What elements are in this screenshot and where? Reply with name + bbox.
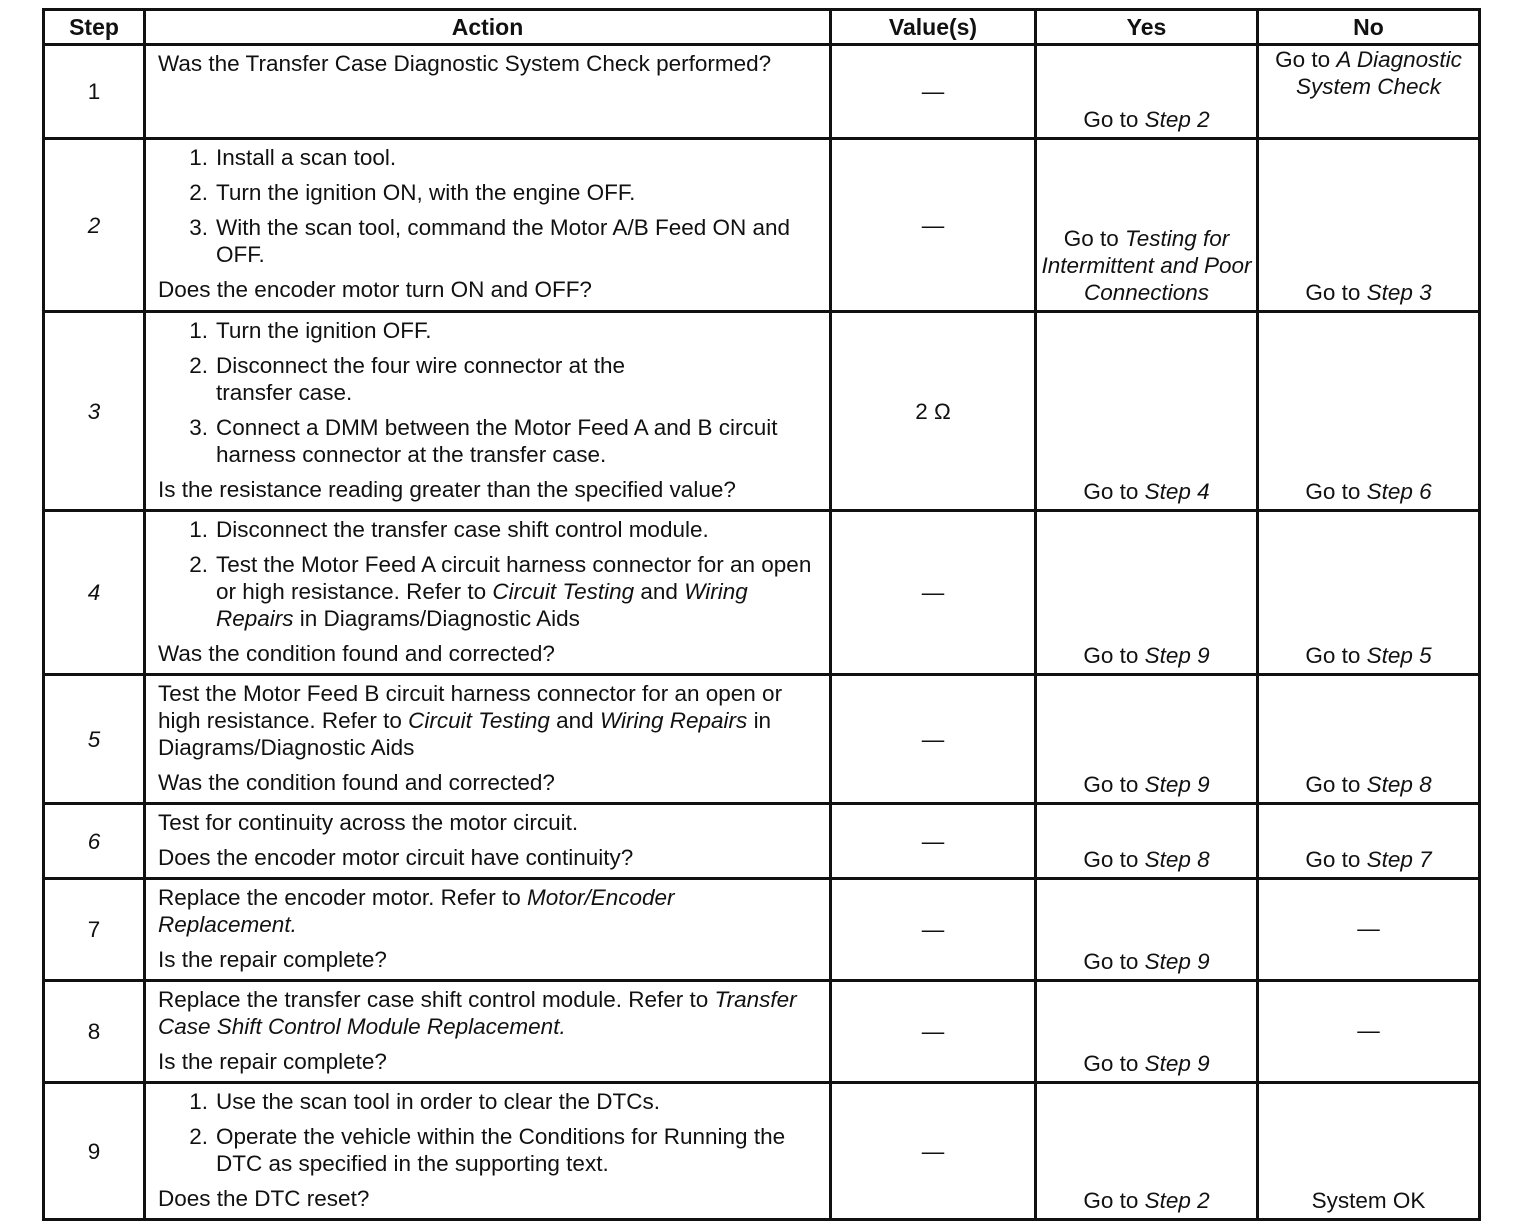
value-cell: —: [831, 1083, 1036, 1220]
value-cell: —: [831, 675, 1036, 804]
action-question: Does the DTC reset?: [158, 1186, 370, 1211]
yes-prefix: Go to: [1083, 107, 1139, 132]
step-number: 4: [44, 511, 145, 675]
yes-prefix: Go to: [1063, 226, 1119, 251]
no-prefix: Go to: [1305, 847, 1361, 872]
header-step: Step: [44, 10, 145, 45]
yes-cell: [1036, 511, 1258, 675]
no-prefix: Go to: [1305, 280, 1361, 305]
table-row: [44, 981, 1480, 1083]
no-cell: [1258, 675, 1480, 804]
no-cell: [1258, 139, 1480, 312]
action-cell: [145, 981, 831, 1083]
step-number: 2: [44, 139, 145, 312]
yes-ref: Step 9: [1144, 643, 1210, 668]
yes-ref: Step 8: [1144, 847, 1210, 872]
yes-prefix: Go to: [1083, 1051, 1139, 1076]
reference-link: Circuit Testing: [408, 708, 550, 733]
table-row: [44, 45, 1480, 139]
yes-prefix: Go to: [1083, 949, 1139, 974]
action-cell: [145, 139, 831, 312]
action-item: 1. Turn the ignition OFF.: [189, 318, 432, 343]
yes-cell: [1036, 879, 1258, 981]
step-number: 1: [44, 45, 145, 139]
step-number: 3: [44, 312, 145, 511]
action-text: Replace the transfer case shift control module. Refer to Transfer Case Shift Control Module Replacement.: [158, 987, 797, 1039]
action-item: 3. Connect a DMM between the Motor Feed A and B circuit harness connector at the transfer case.: [189, 415, 778, 467]
value-cell: —: [831, 139, 1036, 312]
no-cell: [1258, 804, 1480, 879]
action-cell: [145, 804, 831, 879]
action-cell: [145, 312, 831, 511]
yes-prefix: Go to: [1083, 847, 1139, 872]
action-item: 3. With the scan tool, command the Motor A/B Feed ON and OFF.: [189, 215, 791, 267]
no-prefix: Go to: [1305, 643, 1361, 668]
table-row: [44, 312, 1480, 511]
no-cell: [1258, 45, 1480, 139]
diagnostic-table: [42, 8, 1481, 1221]
yes-cell: [1036, 45, 1258, 139]
action-cell: [145, 675, 831, 804]
action-item: 2. Operate the vehicle within the Conditions for Running the DTC as specified in the supporting text.: [189, 1124, 786, 1176]
yes-ref: Step 2: [1144, 107, 1210, 132]
yes-cell: [1036, 312, 1258, 511]
action-item: 1. Use the scan tool in order to clear the DTCs.: [189, 1089, 660, 1114]
table-row: [44, 675, 1480, 804]
action-cell: [145, 879, 831, 981]
action-question: Does the encoder motor turn ON and OFF?: [158, 277, 592, 302]
no-cell: —: [1258, 981, 1480, 1083]
header-no: No: [1258, 10, 1480, 45]
value-cell: —: [831, 511, 1036, 675]
action-item: 2. Test the Motor Feed A circuit harness connector for an open or high resistance. Refer to Circuit Testing and Wiring Repairs in Diagrams/Diagnostic Aids: [189, 552, 812, 631]
no-prefix: Go to: [1305, 479, 1361, 504]
table-row: [44, 879, 1480, 981]
reference-link: Transfer Case Shift Control Module Replacement.: [158, 987, 797, 1039]
no-prefix: Go to: [1305, 772, 1361, 797]
header-row: [44, 10, 1480, 45]
header-yes: Yes: [1036, 10, 1258, 45]
yes-prefix: Go to: [1083, 643, 1139, 668]
step-number: 5: [44, 675, 145, 804]
yes-prefix: Go to: [1083, 772, 1139, 797]
step-number: 7: [44, 879, 145, 981]
action-cell: [145, 1083, 831, 1220]
reference-link: Circuit Testing: [492, 579, 635, 604]
action-question: Was the condition found and corrected?: [158, 770, 555, 795]
no-cell: —: [1258, 879, 1480, 981]
header-values: Value(s): [831, 10, 1036, 45]
step-number: 8: [44, 981, 145, 1083]
action-question: Is the repair complete?: [158, 947, 387, 972]
step-number: 9: [44, 1083, 145, 1220]
table-row: [44, 804, 1480, 879]
yes-ref: Step 2: [1144, 1188, 1210, 1213]
no-ref: Step 8: [1366, 772, 1432, 797]
yes-cell: [1036, 1083, 1258, 1220]
yes-prefix: Go to: [1083, 479, 1139, 504]
yes-cell: [1036, 804, 1258, 879]
yes-ref: Step 9: [1144, 1051, 1210, 1076]
action-cell: [145, 511, 831, 675]
no-ref: Step 7: [1366, 847, 1432, 872]
yes-ref: Step 9: [1144, 949, 1210, 974]
action-question: Is the resistance reading greater than the specified value?: [158, 477, 736, 502]
yes-cell: [1036, 675, 1258, 804]
no-cell: [1258, 312, 1480, 511]
action-item: 2. Turn the ignition ON, with the engine OFF.: [189, 180, 636, 205]
value-cell: —: [831, 45, 1036, 139]
value-cell: —: [831, 879, 1036, 981]
value-cell: 2 Ω: [831, 312, 1036, 511]
reference-link: Wiring Repairs: [216, 579, 748, 631]
yes-ref: Testing for Intermittent and Poor Connections: [1041, 226, 1252, 305]
action-text: Replace the encoder motor. Refer to Motor/Encoder Replacement.: [158, 885, 675, 937]
table-row: [44, 139, 1480, 312]
value-cell: —: [831, 804, 1036, 879]
action-cell: [145, 45, 831, 139]
yes-ref: Step 9: [1144, 772, 1210, 797]
no-ref: A Diagnostic System Check: [1295, 47, 1462, 99]
action-item: 2. Disconnect the four wire connector at the transfer case.: [189, 353, 625, 405]
no-cell: [1258, 511, 1480, 675]
action-question: Does the encoder motor circuit have continuity?: [158, 845, 634, 870]
yes-prefix: Go to: [1083, 1188, 1139, 1213]
step-number: 6: [44, 804, 145, 879]
no-ref: Step 6: [1366, 479, 1432, 504]
reference-link: Wiring Repairs: [599, 708, 748, 733]
yes-cell: [1036, 139, 1258, 312]
action-question: Is the repair complete?: [158, 1049, 387, 1074]
reference-link: Motor/Encoder Replacement.: [158, 885, 675, 937]
yes-cell: [1036, 981, 1258, 1083]
table-row: [44, 511, 1480, 675]
no-cell: System OK: [1258, 1083, 1480, 1220]
no-ref: Step 3: [1366, 280, 1432, 305]
header-action: Action: [145, 10, 831, 45]
value-cell: —: [831, 981, 1036, 1083]
no-ref: Step 5: [1366, 643, 1432, 668]
action-text: Was the Transfer Case Diagnostic System Check performed?: [158, 51, 772, 76]
action-question: Was the condition found and corrected?: [158, 641, 555, 666]
table-row: [44, 1083, 1480, 1220]
action-item: 1. Install a scan tool.: [189, 145, 397, 170]
action-item: 1. Disconnect the transfer case shift control module.: [189, 517, 709, 542]
action-text: Test the Motor Feed B circuit harness connector for an open or high resistance. Refer to Circuit Testing and Wiring Repairs in Diagrams/Diagnostic Aids: [158, 681, 783, 760]
yes-ref: Step 4: [1144, 479, 1210, 504]
no-prefix: Go to: [1275, 47, 1331, 72]
action-text: Test for continuity across the motor circuit.: [158, 810, 579, 835]
